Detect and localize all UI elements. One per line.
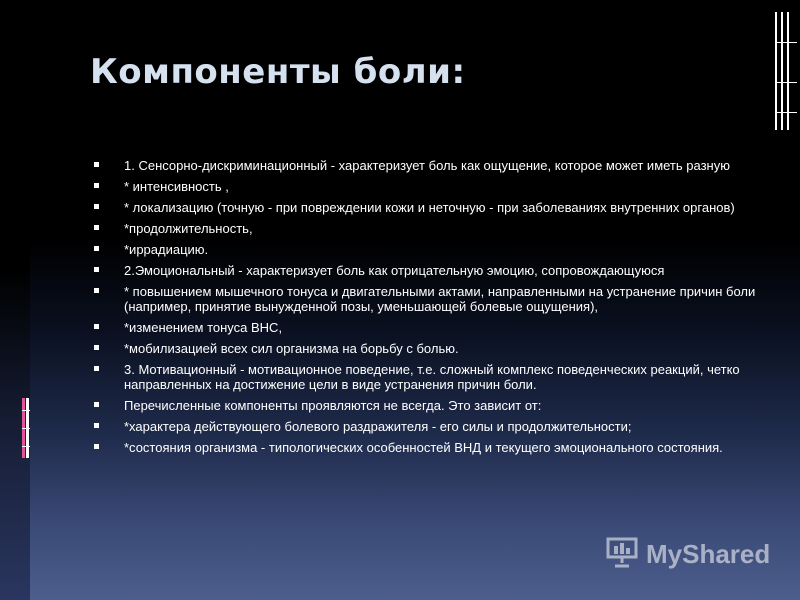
bullet-icon	[94, 225, 99, 230]
list-item-text: 1. Сенсорно-дискриминационный - характеризует боль как ощущение, которое может иметь разную	[124, 158, 730, 173]
list-item-text: *характера действующего болевого раздражителя - его силы и продолжительности;	[124, 419, 632, 434]
bullet-icon	[94, 267, 99, 272]
list-item-text: *продолжительность,	[124, 221, 253, 236]
list-item	[94, 362, 774, 392]
list-item-text: * локализацию (точную - при повреждении кожи и неточную - при заболеваниях внутренних органов)	[124, 200, 735, 215]
list-item-text: Перечисленные компоненты проявляются не всегда. Это зависит от:	[124, 398, 542, 413]
list-item-text: *изменением тонуса ВНС,	[124, 320, 283, 335]
list-item-text: 3. Мотивационный - мотивационное поведение, т.е. сложный комплекс поведенческих реакций, четко направленных на достижение цели в виде устранения причин боли.	[124, 362, 740, 392]
decorative-lines-top-right	[775, 12, 800, 130]
left-margin-strip	[0, 0, 30, 600]
presentation-board-icon	[606, 536, 640, 573]
slide-title: Компоненты боли:	[90, 52, 466, 92]
list-item	[94, 320, 774, 335]
list-item	[94, 179, 774, 194]
bullet-icon	[94, 204, 99, 209]
list-item	[94, 263, 774, 278]
list-item	[94, 419, 774, 434]
watermark-text: MyShared	[646, 539, 771, 569]
list-item	[94, 242, 774, 257]
bullet-list	[94, 158, 774, 461]
bullet-icon	[94, 345, 99, 350]
list-item	[94, 341, 774, 356]
bullet-icon	[94, 324, 99, 329]
bullet-icon	[94, 246, 99, 251]
list-item-text: *состояния организма - типологических особенностей ВНД и текущего эмоционального состояния.	[124, 440, 723, 455]
bullet-icon	[94, 288, 99, 293]
decorative-lines-left	[22, 398, 30, 458]
list-item-text: * повышением мышечного тонуса и двигательными актами, направленными на устранение причин боли (например, принятие вынужденной позы, уменьшающей болевые ощущения),	[124, 284, 756, 314]
bullet-icon	[94, 423, 99, 428]
list-item-text: 2.Эмоциональный - характеризует боль как отрицательную эмоцию, сопровождающуюся	[124, 263, 665, 278]
list-item-text: *мобилизацией всех сил организма на борьбу с болью.	[124, 341, 459, 356]
list-item	[94, 440, 774, 455]
list-item-text: * интенсивность ,	[124, 179, 229, 194]
list-item	[94, 284, 774, 314]
list-item	[94, 200, 774, 215]
bullet-icon	[94, 366, 99, 371]
watermark	[606, 536, 770, 573]
bullet-icon	[94, 444, 99, 449]
bullet-icon	[94, 162, 99, 167]
bullet-icon	[94, 183, 99, 188]
list-item	[94, 221, 774, 236]
list-item-text: *иррадиацию.	[124, 242, 209, 257]
list-item	[94, 158, 774, 173]
bullet-icon	[94, 402, 99, 407]
list-item	[94, 398, 774, 413]
